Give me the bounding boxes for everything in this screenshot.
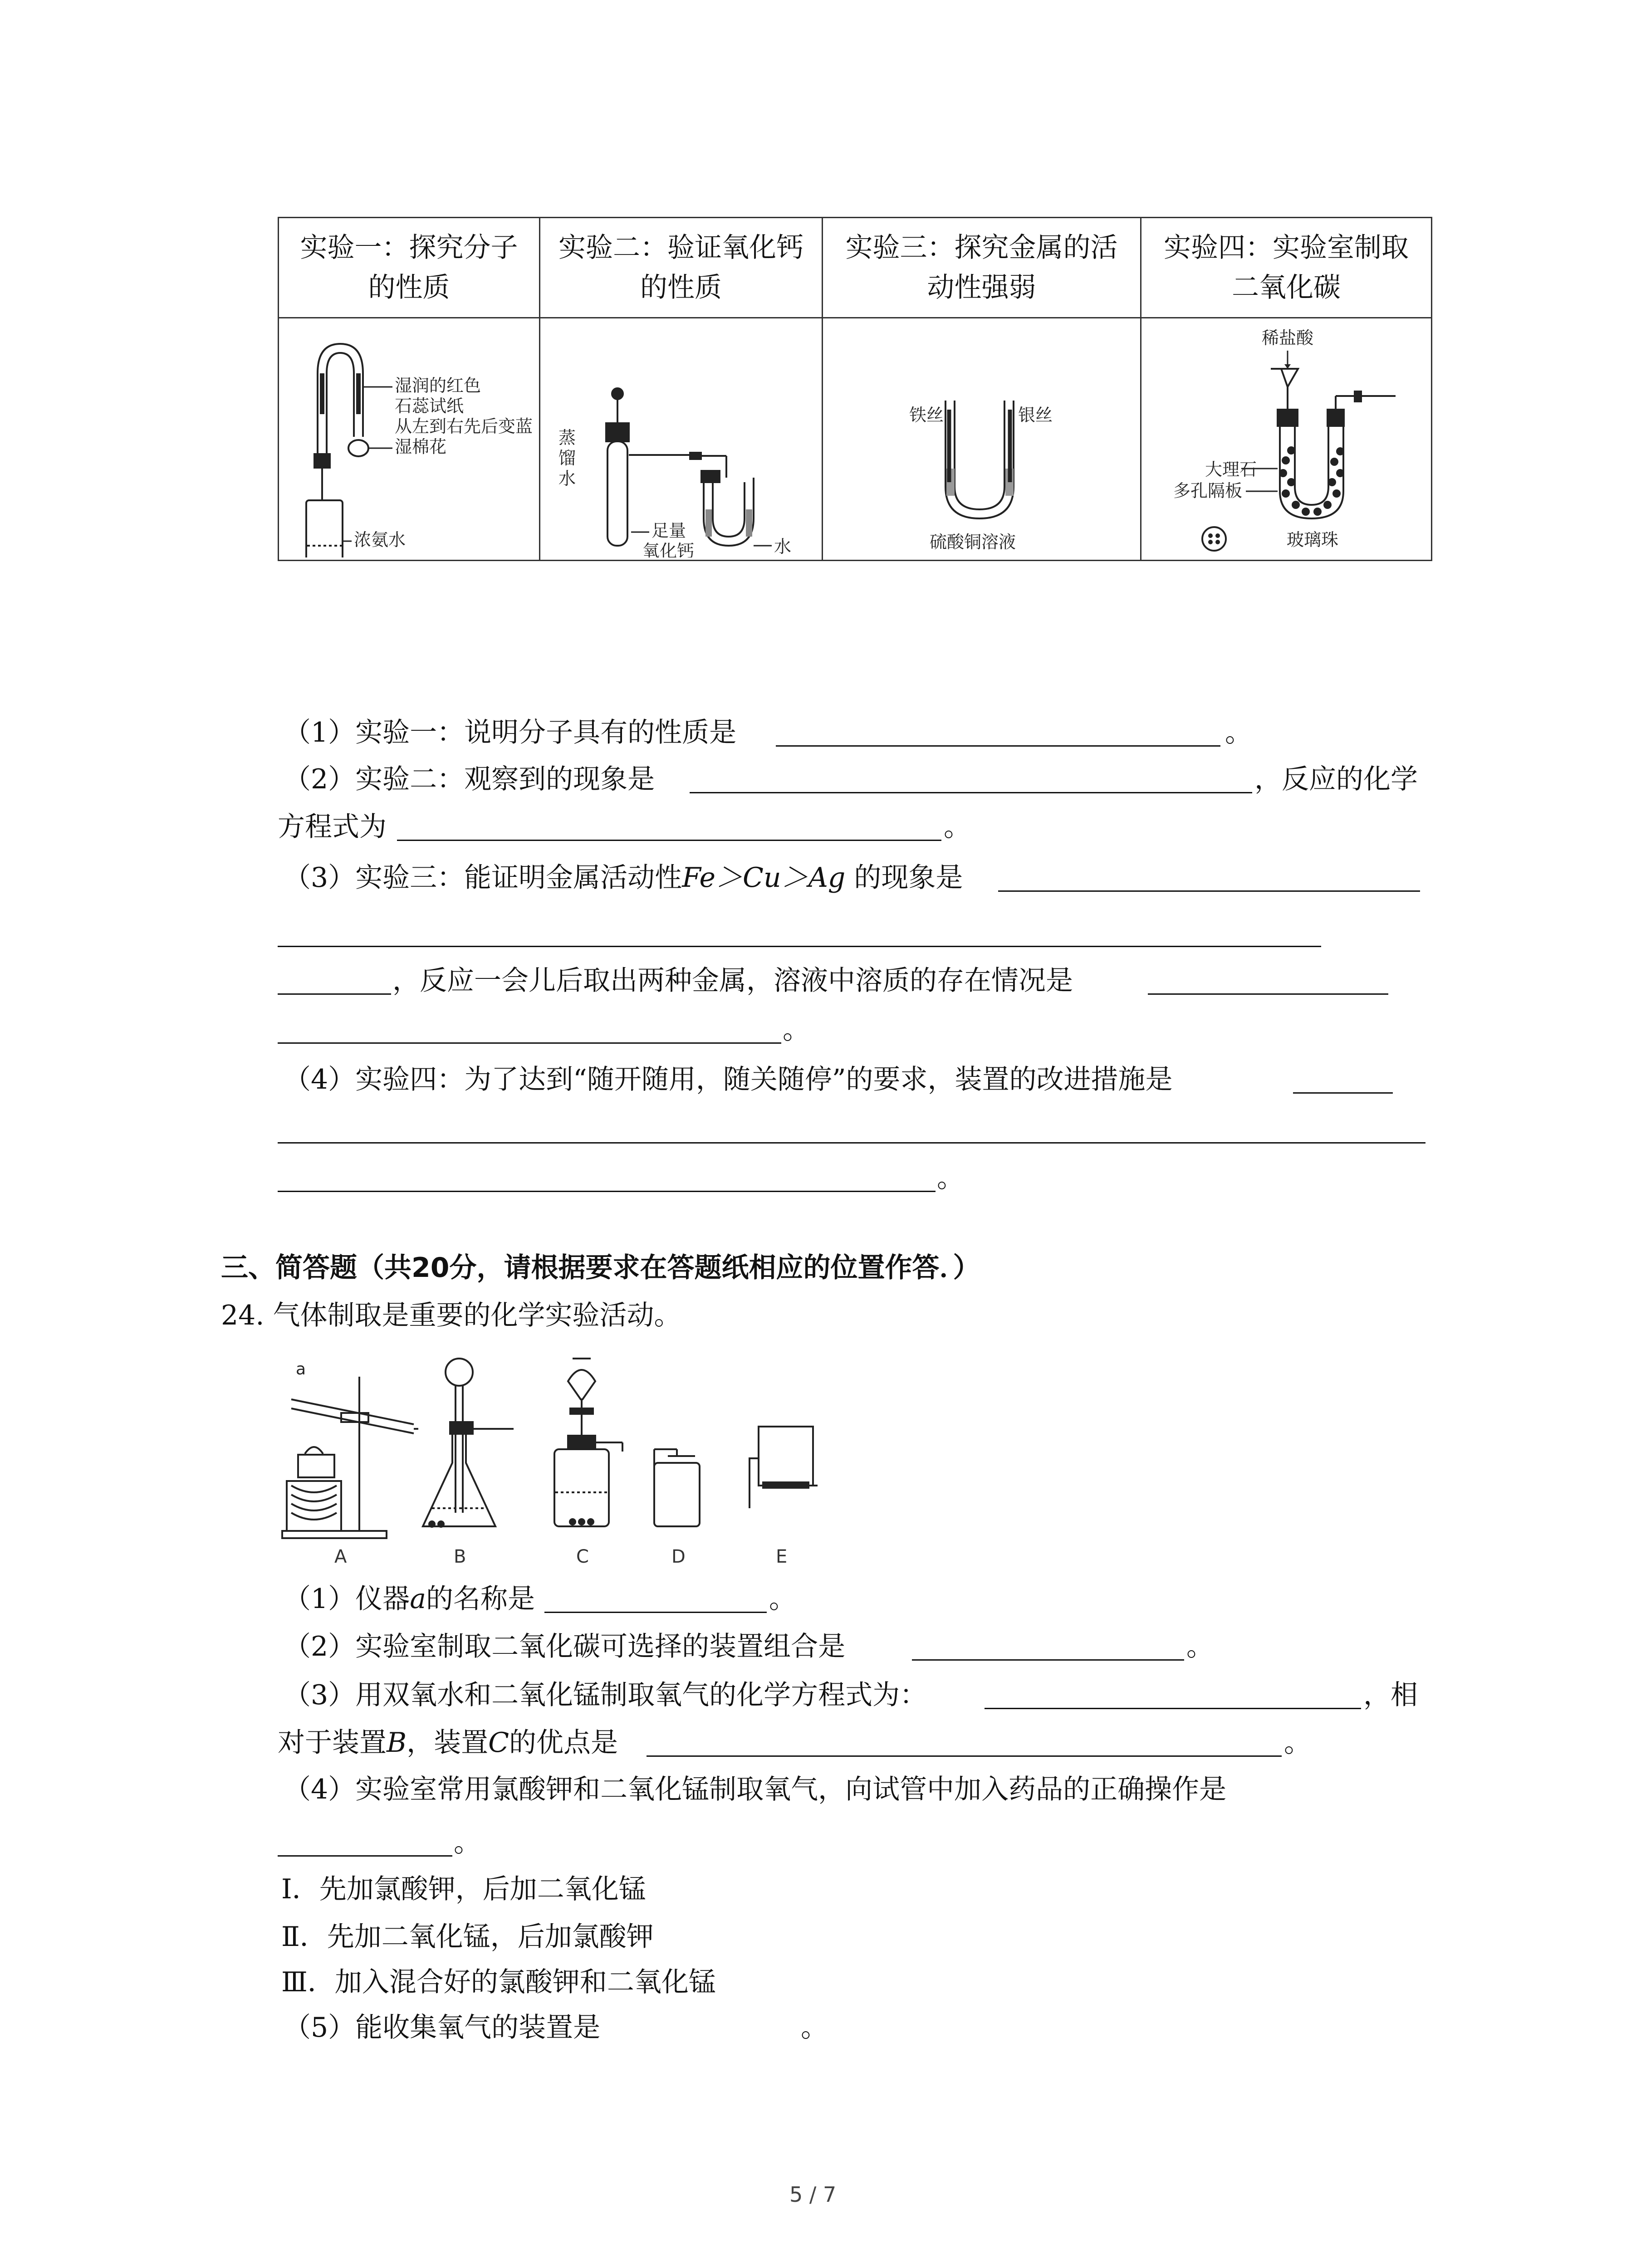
q23-part2-end: 。 [944, 811, 971, 843]
q24-stem: 24. 气体制取是重要的化学实验活动。 [221, 1300, 681, 1331]
q24-part5: （5）能收集氧气的装置是 [284, 2012, 601, 2043]
q23-part3-a [284, 862, 963, 894]
q24-part3-text3: 的优点是 [509, 1727, 618, 1759]
q24-option-3: Ⅲ．加入混合好的氯酸钾和二氧化锰 [281, 1966, 716, 1998]
q24-part3-var-c: C [488, 1727, 509, 1759]
q24-apparatus-figure [278, 1349, 849, 1576]
exp2-label-distill: 馏 [558, 448, 576, 468]
q23-part3-end: 。 [783, 1014, 810, 1046]
exp2-header: 实验二：验证氧化钙的性质 [540, 218, 823, 318]
exp2-apparatus-diagram [540, 319, 820, 557]
q23-part4-blank-a[interactable] [1293, 1092, 1393, 1094]
q24-label-C: C [576, 1546, 589, 1567]
q24-part3-blank1[interactable] [985, 1708, 1361, 1709]
exp4-header: 实验四：实验室制取二氧化碳 [1141, 218, 1432, 318]
q24-label-D: D [671, 1546, 686, 1567]
exp1-label-paper: 湿润的红色 [395, 376, 481, 396]
q23-part2-b: ，反应的化学 [1254, 763, 1418, 795]
exp3-label-cuso4: 硫酸铜溶液 [930, 532, 1016, 552]
q23-part3-blank1b[interactable] [278, 946, 1321, 947]
exp2-label-water-u: 水 [774, 537, 792, 557]
exp4-apparatus-diagram [1141, 319, 1430, 557]
exp1-label-cotton: 湿棉花 [395, 437, 447, 457]
exp2-label-water: 水 [558, 469, 576, 489]
q23-part2-blank1[interactable] [690, 792, 1252, 793]
q23-part1-blank[interactable] [776, 745, 1220, 747]
q24-part1-text: （1）仪器 [284, 1583, 410, 1615]
q23-part1: （1）实验一：说明分子具有的性质是 [284, 717, 737, 748]
exp1-apparatus-diagram [279, 319, 538, 557]
q24-part4-end: 。 [454, 1827, 481, 1858]
q24-part2-end: 。 [1186, 1631, 1214, 1662]
q24-part1-var: a [410, 1583, 426, 1615]
q24-part3-var-b: B [387, 1727, 407, 1759]
q24-label-A: A [334, 1546, 347, 1567]
q24-part2: （2）实验室制取二氧化碳可选择的装置组合是 [284, 1631, 846, 1662]
q24-part1-end: 。 [769, 1583, 796, 1615]
exp1-label-order: 从左到右先后变蓝 [395, 416, 533, 436]
exp3-figure [823, 318, 1141, 561]
q23-part4-end: 。 [937, 1162, 964, 1194]
q24-apparatus-a-label: a [296, 1360, 306, 1378]
q24-part1-text2: 的名称是 [426, 1583, 535, 1615]
q24-part3-text: 对于装置 [278, 1727, 387, 1759]
q23-part3-blank2b[interactable] [278, 1042, 781, 1044]
exp4-label-hcl: 稀盐酸 [1262, 328, 1314, 348]
exp2-label-cao: 氧化钙 [642, 541, 695, 557]
exp2-label-enough: 足量 [652, 521, 686, 541]
page-number: 5 / 7 [789, 2182, 837, 2207]
q23-part3-formula: Fe＞Cu＞Ag [682, 862, 846, 894]
q24-part3-a: （3）用双氧水和二氧化锰制取氧气的化学方程式为： [284, 1679, 927, 1711]
q24-part4: （4）实验室常用氯酸钾和二氧化锰制取氧气，向试管中加入药品的正确操作是 [284, 1774, 1227, 1805]
q24-part1-blank[interactable] [544, 1612, 767, 1613]
q23-part4: （4）实验四：为了达到“随开随用，随关随停”的要求，装置的改进措施是 [284, 1064, 1173, 1095]
q24-part3-end: 。 [1284, 1727, 1311, 1759]
q24-part4-blank[interactable] [278, 1855, 452, 1857]
q24-part3-b: ，相 [1363, 1679, 1418, 1711]
exp1-header: 实验一：探究分子的性质 [279, 218, 540, 318]
exp1-figure [279, 318, 540, 561]
q24-part5-end: 。 [801, 2012, 828, 2043]
exp3-label-silver: 银丝 [1018, 405, 1053, 425]
exp3-header: 实验三：探究金属的活动性强弱 [823, 218, 1141, 318]
q23-part3-text: （3）实验三：能证明金属活动性 [284, 862, 682, 894]
exp1-label-litmus: 石蕊试纸 [395, 396, 464, 416]
q24-part3-c [278, 1727, 618, 1759]
exp1-label-ammonia: 浓氨水 [354, 530, 406, 550]
q23-part2-c: 方程式为 [278, 811, 387, 843]
q23-part2-a: （2）实验二：观察到的现象是 [284, 763, 655, 795]
q24-part3-blank2[interactable] [647, 1755, 1282, 1757]
q24-label-B: B [454, 1546, 466, 1567]
experiment-table [278, 217, 1432, 561]
exp3-apparatus-diagram [823, 319, 1139, 557]
q23-part2-blank2[interactable] [397, 840, 941, 841]
q24-part1 [284, 1585, 535, 1613]
q23-part3-blank1a[interactable] [998, 890, 1420, 892]
q23-part3-text2: 的现象是 [845, 862, 963, 894]
exp4-label-beads: 玻璃珠 [1287, 530, 1339, 550]
q23-part4-blank-c[interactable] [278, 1191, 936, 1192]
q23-part4-blank-b[interactable] [278, 1142, 1425, 1144]
q24-part2-blank[interactable] [912, 1659, 1184, 1661]
exp4-label-plate: 多孔隔板 [1173, 481, 1243, 501]
exp2-label-steam: 蒸 [558, 428, 576, 448]
q23-part3-blank1c[interactable] [278, 993, 391, 995]
exp2-figure [540, 318, 823, 561]
q24-part3-text2: ，装置 [407, 1727, 489, 1759]
section3-title: 三、简答题（共20分，请根据要求在答题纸相应的位置作答．） [221, 1252, 980, 1284]
q24-label-E: E [776, 1546, 788, 1567]
exp3-label-iron: 铁丝 [909, 405, 944, 425]
q24-option-1: Ⅰ．先加氯酸钾，后加二氧化锰 [281, 1873, 646, 1905]
q23-part1-end: 。 [1225, 717, 1252, 748]
q23-part3-blank2a[interactable] [1148, 993, 1388, 995]
exp4-label-marble: 大理石 [1205, 459, 1257, 479]
q24-option-2: Ⅱ．先加二氧化锰，后加氯酸钾 [281, 1921, 654, 1953]
q23-part3-c: ，反应一会儿后取出两种金属，溶液中溶质的存在情况是 [392, 965, 1073, 997]
exp4-figure [1141, 318, 1432, 561]
